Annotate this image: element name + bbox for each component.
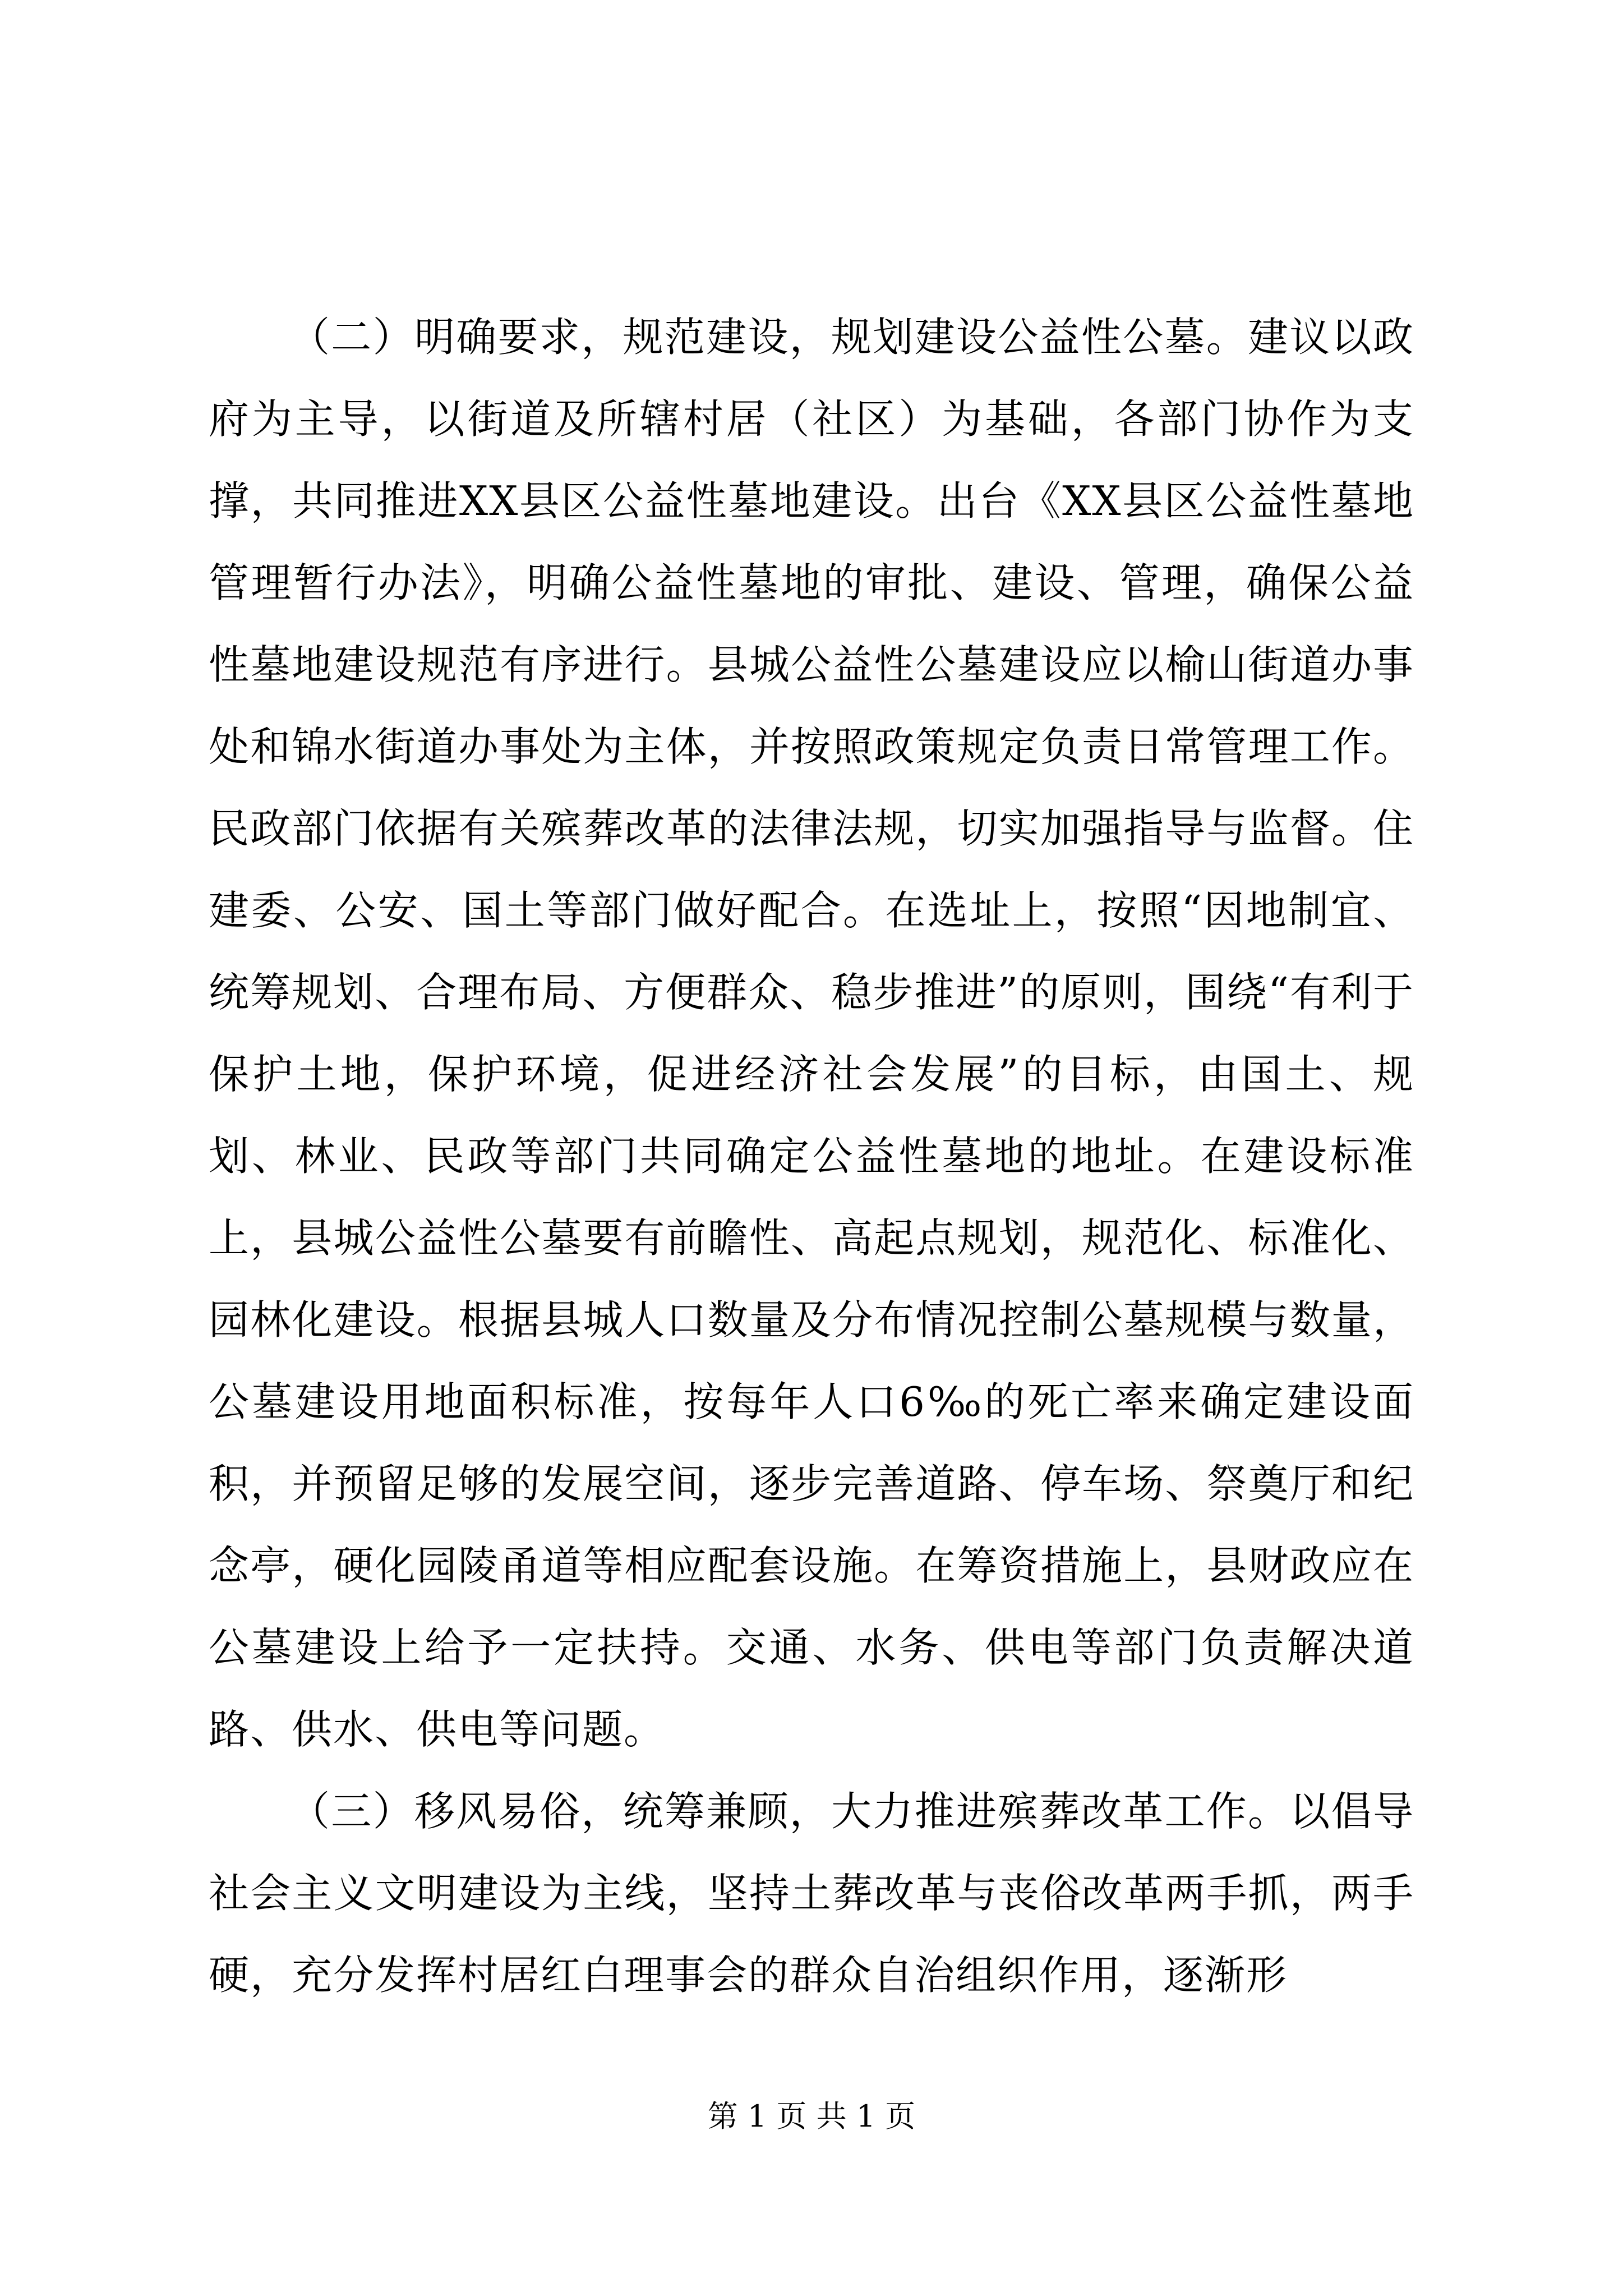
document-body	[209, 296, 1414, 2016]
page-footer: 第 1 页 共 1 页	[707, 2099, 916, 2134]
paragraph-2: （二）明确要求，规范建设，规划建设公益性公墓。建议以政府为主导，以街道及所辖村居（社区）为基础，各部门协作为支撑，共同推进XX县区公益性墓地建设。出台《XX县区公益性墓地管理暂行办法》，明确公益性墓地的审批、建设、管理，确保公益性墓地建设规范有序进行。县城公益性公墓建设应以榆山街道办事处和锦水街道办事处为主体，并按照政策规定负责日常管理工作。民政部门依据有关殡葬改革的法律法规，切实加强指导与监督。住建委、公安、国土等部门做好配合。在选址上，按照“因地制宜、统筹规划、合理布局、方便群众、稳步推进”的原则，围绕“有利于保护土地，保护环境，促进经济社会发展”的目标，由国土、规划、林业、民政等部门共同确定公益性墓地的地址。在建设标准上，县城公益性公墓要有前瞻性、高起点规划，规范化、标准化、园林化建设。根据县城人口数量及分布情况控制公墓规模与数量，公墓建设用地面积标准，按每年人口6‰的死亡率来确定建设面积，并预留足够的发展空间，逐步完善道路、停车场、祭奠厅和纪念亭，硬化园陵甬道等相应配套设施。在筹资措施上，县财政应在公墓建设上给予一定扶持。交通、水务、供电等部门负责解决道路、供水、供电等问题。	[209, 314, 1414, 1753]
paragraph-3: （三）移风易俗，统筹兼顾，大力推进殡葬改革工作。以倡导社会主义文明建设为主线，坚持土葬改革与丧俗改革两手抓，两手硬，充分发挥村居红白理事会的群众自治组织作用，逐渐形	[209, 1788, 1414, 1999]
